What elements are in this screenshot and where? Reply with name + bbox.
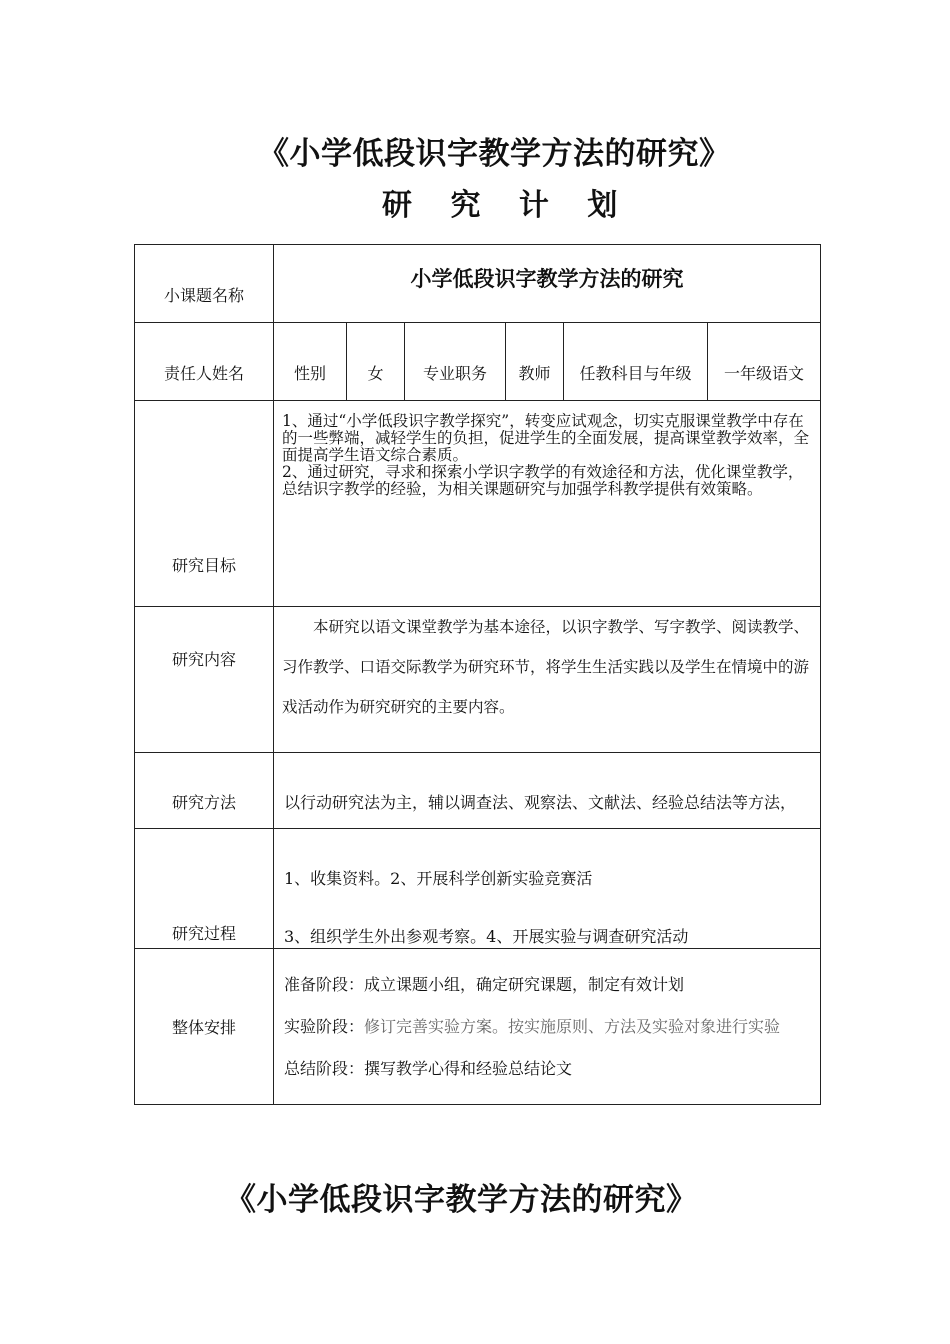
method-value: 以行动研究法为主，辅以调查法、观察法、文献法、经验总结法等方法， — [274, 753, 821, 829]
process-label: 研究过程 — [135, 829, 274, 949]
next-page-title: 《小学低段识字教学方法的研究》 — [225, 1182, 698, 1218]
plan-item-3: 总结阶段：撰写教学心得和经验总结论文 — [284, 1058, 573, 1078]
content-label: 研究内容 — [135, 607, 274, 753]
plan-item-2: 实验阶段：修订完善实验方案。按实施原则、方法及实验对象进行实验 — [284, 1016, 781, 1036]
topic-label: 小课题名称 — [135, 245, 274, 323]
plan-label: 整体安排 — [135, 949, 274, 1105]
plan-value — [274, 949, 821, 1105]
document-subtitle: 研 究 计 划 — [382, 188, 632, 223]
person-label: 责任人姓名 — [135, 323, 274, 401]
position-value: 教师 — [506, 323, 564, 401]
subject-value: 一年级语文 — [708, 323, 821, 401]
process-value — [274, 829, 821, 949]
subject-label: 任教科目与年级 — [564, 323, 708, 401]
document-title: 《小学低段识字教学方法的研究》 — [258, 136, 731, 172]
method-label: 研究方法 — [135, 753, 274, 829]
process-item-1: 1、收集资料。2、开展科学创新实验竞赛活 — [284, 869, 593, 888]
process-item-2: 3、组织学生外出参观考察。4、开展实验与调查研究活动 — [284, 927, 689, 946]
topic-value: 小学低段识字教学方法的研究 — [274, 245, 821, 323]
research-plan-table — [134, 244, 821, 1105]
content-value: 本研究以语文课堂教学为基本途径，以识字教学、写字教学、阅读教学、习作教学、口语交际教学为研究环节，将学生生活实践以及学生在情境中的游戏活动作为研究研究的主要内容。 — [274, 607, 821, 753]
gender-value: 女 — [347, 323, 405, 401]
goal-item-1: 1、通过“小学低段识字教学探究”，转变应试观念，切实克服课堂教学中存在的一些弊端，减轻学生的负担，促进学生的全面发展，提高课堂教学效率，全面提高学生语文综合素质。 — [282, 412, 810, 464]
plan-item-1: 准备阶段：成立课题小组，确定研究课题，制定有效计划 — [284, 974, 685, 994]
goal-item-2: 2、通过研究，寻求和探索小学识字教学的有效途径和方法，优化课堂教学，总结识字教学的经验，为相关课题研究与加强学科教学提供有效策略。 — [282, 463, 804, 498]
goal-value — [274, 401, 821, 607]
position-label: 专业职务 — [405, 323, 506, 401]
gender-label: 性别 — [274, 323, 347, 401]
goal-label: 研究目标 — [135, 401, 274, 607]
